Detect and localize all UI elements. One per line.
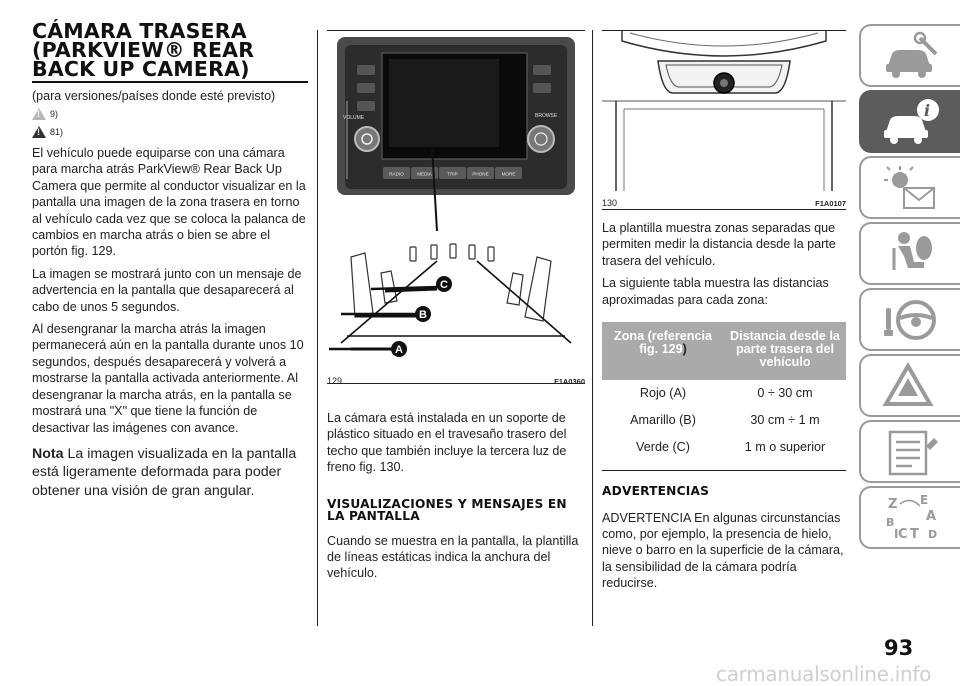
alphabetical-index-icon (880, 492, 942, 544)
tab-alphabetical-index[interactable] (859, 486, 960, 549)
svg-text:A: A (925, 508, 936, 524)
figure-caption (327, 374, 585, 388)
section-subtitle: (para versiones/países donde esté previsto) (32, 89, 276, 103)
paragraph-table-intro: La siguiente tabla muestra las distancias aproximadas para cada zona: (602, 276, 829, 307)
heading-displays: VISUALIZACIONES Y MENSAJES EN LA PANTALLA (327, 496, 567, 524)
distance-cell: 0 ÷ 30 cm (757, 386, 813, 401)
svg-text:E: E (919, 492, 928, 507)
reference-label: 9) (50, 109, 59, 119)
car-wrench-icon (880, 30, 942, 82)
callout-a: A (395, 344, 403, 356)
table-row (602, 434, 846, 471)
warning-lights-icon (880, 162, 942, 214)
figure-number: 130 (602, 198, 618, 208)
table-header-zone: Zona (referencia fig. 129) (602, 322, 724, 380)
tab-car-wrench[interactable] (859, 24, 960, 87)
svg-text:I: I (893, 526, 898, 541)
note (32, 445, 308, 501)
tab-warning-lights[interactable] (859, 156, 960, 219)
column-3 (602, 30, 846, 592)
svg-text:C: C (897, 526, 908, 542)
reference-label: 81) (50, 127, 64, 137)
paragraph-warning: ADVERTENCIA En algunas circunstancias como, por ejemplo, la presencia de hielo, nieve o barro en la superficie de la cámara, la sensibilidad de la cámara podría reducirse. (602, 510, 844, 591)
page-number: 93 (884, 636, 914, 660)
column-2 (327, 30, 585, 582)
svg-text:T: T (909, 526, 919, 542)
volume-knob-icon (355, 127, 379, 151)
section-title: CÁMARA TRASERA (PARKVIEW® REAR BACK UP CAMERA) (32, 19, 255, 81)
volume-label: VOLUME (343, 115, 365, 121)
figure-129 (327, 30, 585, 384)
radio-button-label: MORE (501, 171, 516, 177)
car-info-icon (880, 96, 942, 148)
callout-b: B (419, 309, 427, 321)
radio-button-label: PHONE (472, 171, 489, 177)
figure-number: 129 (327, 376, 343, 386)
warning-triangle-icon (880, 360, 942, 412)
chapter-tabs (859, 24, 960, 552)
table-header-distance: Distancia desde la parte trasera del vehículo (724, 322, 846, 380)
caution-icon (32, 108, 46, 120)
radio-and-guidelines-illustration (327, 31, 585, 369)
figure-caption (602, 196, 846, 210)
title-underline (32, 81, 308, 83)
paragraph-warning-message: La imagen se mostrará junto con un mensaje de advertencia en la pantalla que desaparecerá al cabo de unos 5 segundos. (32, 266, 302, 314)
note-text: La imagen visualizada en la pantalla está ligeramente deformada para poder obtener una visión de gran angular. (32, 445, 297, 499)
warning-icon (32, 126, 46, 138)
radio-button-label: TRIP (447, 171, 458, 177)
zone-cell: Verde (C) (602, 434, 724, 471)
paragraph-camera-location: La cámara está instalada en un soporte de plástico situado en el travesaño trasero del techo que también incluye la tercera luz de freno fig. 130. (327, 411, 567, 475)
browse-knob-icon (528, 126, 554, 152)
browse-label: BROWSE (535, 113, 558, 119)
heading-warnings: ADVERTENCIAS (602, 484, 710, 499)
table-row (602, 380, 846, 407)
svg-text:D: D (927, 527, 937, 541)
tab-service-checklist[interactable] (859, 420, 960, 483)
svg-text:i: i (923, 100, 930, 120)
figure-code: F1A0107 (815, 199, 846, 208)
reference-note-9[interactable] (32, 107, 308, 121)
distance-table (602, 322, 846, 471)
table-row (602, 407, 846, 434)
svg-text:Z: Z (887, 496, 897, 512)
paragraph-template: Cuando se muestra en la pantalla, la plantilla de líneas estáticas indica la anchura del vehículo. (327, 533, 579, 581)
rear-camera-illustration (602, 31, 846, 191)
figure-130 (602, 30, 846, 210)
figure-code: F1A0360 (554, 377, 585, 386)
callout-c: C (440, 279, 448, 291)
column-divider-left (317, 30, 318, 626)
paragraph-intro: El vehículo puede equiparse con una cámara para marcha atrás ParkView® Rear Back Up Camera que permite al conductor visualizar en la pantalla una imagen de la zona trasera en torno al vehículo cada vez que se coloca la palanca de cambios en marcha atrás o bien se abre el portón fig. 129. (32, 146, 306, 259)
tab-airbag-seat[interactable] (859, 222, 960, 285)
paragraph-zones: La plantilla muestra zonas separadas que permiten medir la distancia desde la parte trasera del vehículo. (602, 221, 836, 268)
figure-ref-link[interactable]: 129 (661, 342, 683, 357)
distance-cell: 30 cm ÷ 1 m (750, 413, 820, 428)
paragraph-disengage: Al desengranar la marcha atrás la imagen permanecerá aún en la pantalla durante unos 10 segundos, después desaparecerá y volverá a mostrarse la pantalla activada anteriormente. Al desengranar la marcha atrás, en la pantalla se mostrará una "X" que tiene la función de desactivar las imágenes con avance. (32, 322, 304, 435)
zone-cell: Amarillo (B) (630, 413, 696, 428)
radio-button-label: MEDIA (417, 171, 432, 177)
service-checklist-icon (880, 426, 942, 478)
note-label: Nota (32, 445, 64, 462)
zone-cell: Rojo (A) (639, 386, 687, 401)
tab-steering-wheel[interactable] (859, 288, 960, 351)
column-1 (32, 19, 308, 500)
tab-car-info[interactable] (859, 90, 960, 153)
reference-warning-81[interactable] (32, 125, 308, 139)
radio-button-label: RADIO (389, 171, 404, 177)
svg-text:B: B (885, 515, 894, 529)
airbag-seat-icon (880, 228, 942, 280)
distance-cell: 1 m o superior (724, 434, 846, 471)
column-divider-right (592, 30, 593, 626)
steering-wheel-icon (880, 294, 942, 346)
tab-warning-triangle[interactable] (859, 354, 960, 417)
watermark: carmanualsonline.info (716, 662, 932, 686)
